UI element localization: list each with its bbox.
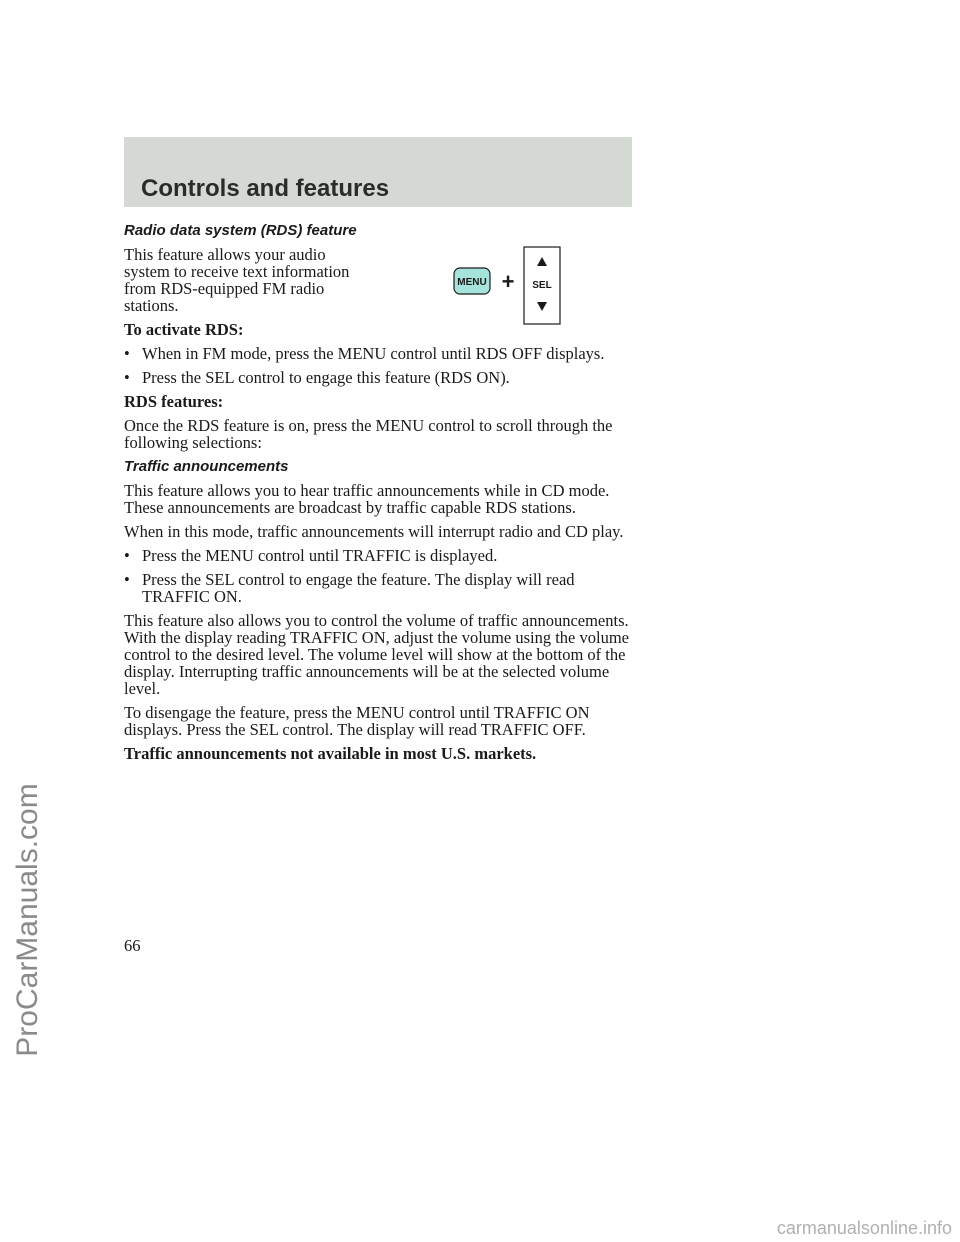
rds-heading: Radio data system (RDS) feature [124, 222, 357, 239]
list-item [124, 547, 644, 564]
plus-icon: + [501, 269, 515, 294]
traffic-heading: Traffic announcements [124, 458, 289, 475]
bullet-marker: • [124, 546, 130, 565]
bullet-marker: • [124, 368, 130, 387]
watermark [8, 640, 48, 1200]
sel-label: SEL [532, 280, 552, 291]
page-title: Controls and features [141, 175, 390, 202]
bullet-marker: • [124, 570, 130, 589]
list-item-text: Press the MENU control until TRAFFIC is displayed. [142, 546, 498, 565]
list-item [124, 571, 644, 605]
traffic-paragraph: This feature allows you to hear traffic announcements while in CD mode. These announcements are broadcast by traffic capable RDS stations. [124, 481, 610, 517]
list-item-text: Press the SEL control to engage the feature. The display will read TRAFFIC ON. [142, 570, 575, 606]
page-content [124, 222, 644, 769]
bullet-marker: • [124, 344, 130, 363]
rds-intro: This feature allows your audio system to receive text information from RDS-equipped FM radio stations. [124, 245, 350, 315]
activate-label: To activate RDS: [124, 320, 244, 339]
traffic-paragraph: This feature also allows you to control the volume of traffic announcements. With the display reading TRAFFIC ON, adjust the volume using the volume control to the desired level. The volume level will show at the bottom of the display. Interrupting traffic announcements will be at the selected volume level. [124, 611, 629, 698]
features-label: RDS features: [124, 392, 224, 411]
page-number: 66 [124, 936, 141, 955]
section-header-band [124, 137, 632, 207]
features-text: Once the RDS feature is on, press the MENU control to scroll through the following selections: [124, 416, 613, 452]
watermark-text: ProCarManuals.com [11, 783, 44, 1057]
list-item [124, 369, 644, 386]
menu-label: MENU [457, 277, 487, 288]
list-item-text: When in FM mode, press the MENU control until RDS OFF displays. [142, 344, 605, 363]
traffic-paragraph: To disengage the feature, press the MENU control until TRAFFIC ON displays. Press the SEL control. The display will read TRAFFIC OFF. [124, 703, 590, 739]
footer-site-text: carmanualsonline.info [776, 1218, 952, 1238]
menu-sel-illustration [452, 246, 564, 326]
list-item-text: Press the SEL control to engage this feature (RDS ON). [142, 368, 510, 387]
list-item [124, 345, 644, 362]
traffic-paragraph: When in this mode, traffic announcements will interrupt radio and CD play. [124, 522, 624, 541]
traffic-note: Traffic announcements not available in most U.S. markets. [124, 744, 537, 763]
